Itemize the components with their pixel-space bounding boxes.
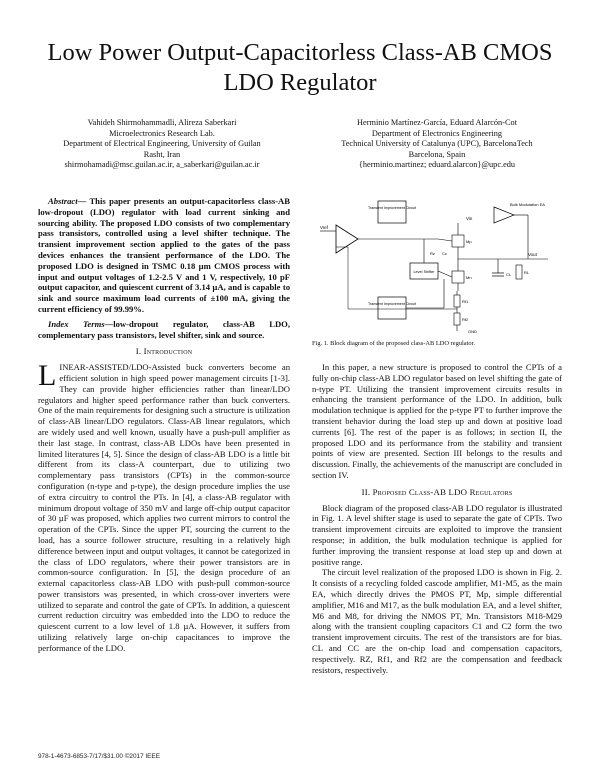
figure-1-caption: Fig. 1. Block diagram of the proposed class-AB LDO regulator. [312, 340, 475, 347]
intro-lead: INEAR-ASSISTED [59, 362, 129, 373]
level-shifter-label: Level Shifter [413, 270, 435, 274]
tic-bottom-label: Transient Improvement Circuit [368, 302, 416, 306]
index-terms-label: Index Terms [48, 318, 105, 329]
title-line-2: LDO Regulator [223, 69, 377, 96]
author-lab-left: Microelectronics Research Lab. [109, 128, 215, 138]
section-1-heading: I. Introduction [135, 346, 193, 357]
cc-label: Cc [442, 251, 447, 256]
vref-label: Vref [320, 225, 328, 230]
left-column [38, 196, 290, 654]
section-2-heading: II. Proposed Class-AB LDO Regulators [361, 486, 513, 497]
index-terms-text: —low-dropout regulator, class-AB LDO, complementary pass transistors, level shifter, sink and source. [38, 318, 290, 340]
author-email-right: {herminio.martinez; eduard.alarcon}@upc.edu [358, 160, 516, 169]
rf1-label: Rf1 [462, 299, 469, 304]
abstract-text: — This paper presents an output-capacitorless class-AB low-dropout (LDO) regulator with load current sinking and sourcing ability. The proposed LDO consists of two complementary pass transistors, controlled using a level shifter technique. The transient improvement section applied to the gates of the pass devices enhances the transient performance of the LDO. The proposed LDO is designed in TSMC 0.18 µm CMOS process with input and output voltages of 1.2-2.5 V and 1 V, respectively, 10 pF output capacitor, and quiescent current of 3.14 µA, and is capable to sink and source maximum load currents of ±100 mA, giving the current efficiency of 99.99%. [38, 196, 290, 314]
author-block-right [302, 118, 572, 171]
intro-text: /LDO-Assisted buck converters become an efficient solution in high speed power management circuits [1-3]. They can provide higher efficiencies rather than linear/LDO regulators and higher speed performance rather than buck converters. One of the main requirements for designing such a structure is utilization of class-AB linear/LDO regulators. Class-AB linear regulators, which are widely used and well known, usually have a push-pull amplifier as their last stage. In contrast, class-AB LDOs have been presented in limited literatures [4, 5]. Since the design of class-AB LDO is a little bit different from its class-A counterpart, due to utilizing two complementary pass transistors (CPTs) in the common-source configuration (n-type and p-type), the design procedure implies the use of extra circuitry to control the PTs. In [4], a class-AB regulator with minimum dropout voltage of 350 mV and large off-chip output capacitor of 30 µF was proposed, which applies two current mirrors to control the operation of the CPTs. Since the upper PT, sourcing the current to the load, has a source follower structure, resulting in a relatively high difference between input and output voltages, it cannot be categorized in the class of LDO regulators, where their power transistors are in common-source configuration. In [5], the design procedure of an external capacitorless class-AB LDO with push-pull common-source power transistors was presented, in which cross-over inverters were utilized to separate and control the gate of CPTs. In addition, a quiescent current reduction circuitry was embedded into the LDO to reduce the quiescent current to a low level of 1.8 µA. However, it suffers from utilizing relatively large on-chip capacitances to improve the performance of the LDO. [38, 362, 290, 653]
figure-1-block-diagram [318, 199, 550, 336]
cl-label: CL [506, 272, 512, 277]
right-column [312, 362, 562, 675]
author-block-left [22, 118, 302, 171]
rz-label: Rz [430, 251, 435, 256]
abstract-label: Abstract [48, 196, 78, 206]
right-paragraph-1: In this paper, a new structure is proposed to control the CPTs of a fully on-chip class-AB LDO regulator based on level shifting the gate of n-type PT. Utilizing the transient improvement circuits results in enhancing the transient performance of the LDO. In addition, bulk modulation technique is applied for the p-type PT to further improve the transient behavior during the load step up and down at positive load currents [6]. The rest of the paper is as follows; in section II, the proposed LDO and its performance from the stability and transient points of view are presented. Section III belongs to the results and discussion. Finally, the achievements of the manuscript are concluded in section IV. [312, 362, 562, 480]
tic-top-box [378, 201, 406, 223]
mp-transistor [452, 235, 464, 247]
footer-copyright: 978-1-4673-6853-7/17/$31.00 ©2017 IEEE [38, 753, 160, 760]
author-names-right: Herminio Martínez-García, Eduard Alarcón-Cot [357, 118, 517, 127]
main-ea-symbol [336, 225, 358, 253]
gnd-label: GND [468, 329, 477, 334]
bulk-mod-label: Bulk Modulation EA [510, 202, 545, 207]
author-city-left: Rasht, Iran [143, 149, 181, 159]
author-dept-right: Department of Electronics Engineering [371, 128, 503, 138]
vin-label: Vin [466, 216, 473, 221]
mp-label: Mp [466, 239, 472, 244]
mn-label: Mn [466, 275, 472, 280]
tic-top-label: Transient Improvement Circuit [368, 206, 416, 210]
title-line-1: Low Power Output-Capacitorless Class-AB CMOS [47, 39, 553, 66]
rf2-label: Rf2 [462, 317, 469, 322]
bulk-mod-ea-symbol [494, 207, 514, 223]
mn-transistor [452, 271, 464, 283]
author-dept-left: Department of Electrical Engineering, University of Guilan [63, 139, 261, 148]
author-email-left: shirmohamadi@msc.guilan.ac.ir, a_saberkari@guilan.ac.ir [64, 160, 260, 169]
dropcap: L [38, 359, 57, 393]
paper-title [40, 38, 560, 98]
abstract [38, 196, 290, 340]
rl-label: RL [524, 270, 530, 275]
rf2-resistor [454, 313, 460, 325]
author-univ-right: Technical University of Catalunya (UPC), BarcelonaTech [341, 139, 533, 148]
intro-paragraph [38, 359, 290, 654]
vout-label: Vout [528, 252, 537, 257]
author-names-left: Vahideh Shirmohammadli, Alireza Saberkari [87, 118, 237, 127]
rf1-resistor [454, 295, 460, 307]
author-city-right: Barcelona, Spain [408, 149, 466, 159]
right-paragraph-2: Block diagram of the proposed class-AB LDO regulator is illustrated in Fig. 1. A level shifter stage is used to separate the gate of CPTs. Two transient improvement circuits are exploited to improve the transient response; in addition, the bulk modulation technique is applied for further improving the transient response at load step up and down at positive range. [312, 502, 562, 567]
right-paragraph-3: The circuit level realization of the proposed LDO is shown in Fig. 2. It consists of a recycling folded cascode amplifier, M1-M5, as the main EA, which directly drives the PMOS PT, Mp, simple differential amplifier, M16 and M17, as the bulk modulation EA, and a level shifter, M6 and M8, for driving the NMOS PT, Mn. Transistors M18-M29 along with the transient coupling capacitors C1 and C2 form the two transient improvement circuits. The rest of the transistors are for bias. CL and CC are the on-chip load and compensation capacitors, respectively. RZ, Rf1, and Rf2 are the compensation and feedback resistors, respectively. [312, 567, 562, 675]
tic-bottom-box [378, 297, 406, 319]
rl-resistor [516, 265, 522, 279]
